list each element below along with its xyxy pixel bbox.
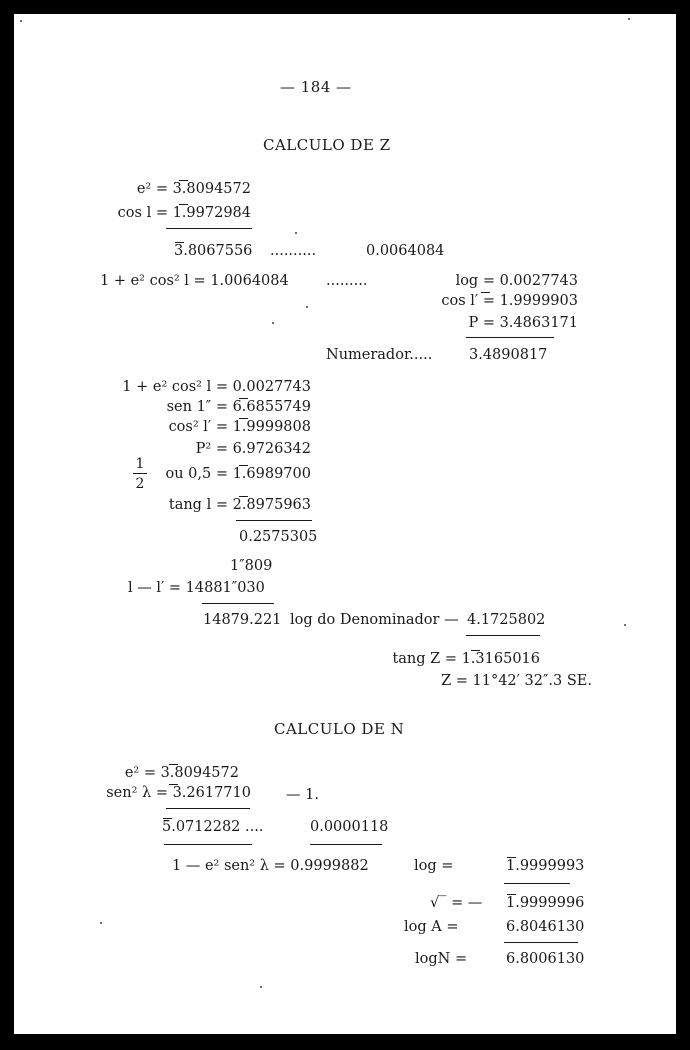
n-e2-line: e² = 3.8094572 — [124, 765, 239, 781]
n-minus1: — 1. — [286, 787, 319, 803]
overbar — [179, 204, 188, 205]
z-cos-lp-line: cos l′ = 1.9999903 — [441, 293, 578, 309]
speck — [100, 922, 102, 924]
z-anti1: 0.0064084 — [366, 243, 445, 259]
overbar — [507, 894, 516, 895]
overbar — [169, 764, 178, 765]
speck — [306, 306, 308, 308]
z-denom-value: 4.1725802 — [467, 612, 546, 628]
speck — [628, 18, 630, 20]
rule — [236, 520, 312, 521]
n-logN-label: logN = — [415, 951, 468, 967]
speck — [20, 20, 22, 22]
overbar — [481, 292, 490, 293]
document-page — [14, 14, 676, 1034]
z-tangZ: tang Z = 1.3165016 — [392, 651, 540, 667]
z-leader1: .......... — [270, 243, 317, 259]
fraction-denominator: 2 — [135, 476, 145, 492]
n-anti: 0.0000118 — [310, 819, 389, 835]
n-sen2-line: sen² λ = 3.2617710 — [106, 785, 251, 801]
z-d-sum: 0.2575305 — [239, 529, 318, 545]
n-logN-value: 6.8006130 — [506, 951, 585, 967]
overbar — [239, 496, 248, 497]
rule — [166, 228, 252, 229]
rule — [466, 635, 540, 636]
rule — [166, 808, 250, 809]
overbar — [163, 818, 172, 819]
heading-calculo-n: CALCULO DE N — [274, 720, 405, 738]
z-s1: 1″809 — [230, 558, 273, 574]
z-d6: tang l = 2.8975963 — [168, 497, 311, 513]
rule — [310, 844, 382, 845]
rule — [164, 844, 252, 845]
z-d5: ou 0,5 = 1.6989700 — [165, 466, 311, 482]
z-d4: P² = 6.9726342 — [195, 441, 311, 457]
heading-calculo-z: CALCULO DE Z — [263, 136, 391, 154]
overbar — [507, 857, 516, 858]
z-d2: sen 1″ = 6.6855749 — [166, 399, 311, 415]
z-log-line: log = 0.0027743 — [455, 273, 578, 289]
speck — [260, 986, 262, 988]
rule — [504, 942, 578, 943]
overbar — [169, 784, 178, 785]
rule — [202, 603, 274, 604]
z-sum1: 3.8067556 — [174, 243, 253, 259]
overbar — [175, 242, 184, 243]
z-leader2: ......... — [326, 273, 368, 289]
z-numerador-value: 3.4890817 — [469, 347, 548, 363]
z-P-line: P = 3.4863171 — [468, 315, 578, 331]
z-one-plus-line: 1 + e² cos² l = 1.0064084 — [100, 273, 289, 289]
n-sqrt-value: 1.9999996 — [506, 895, 585, 911]
z-d3: cos² l′ = 1.9999808 — [168, 419, 311, 435]
speck — [624, 624, 626, 626]
z-denom-label: log do Denominador — — [290, 612, 459, 628]
speck — [272, 322, 274, 324]
z-cos-l-line: cos l = 1.9972984 — [117, 205, 251, 221]
overbar — [239, 465, 248, 466]
overbar — [179, 180, 188, 181]
fraction-bar — [133, 473, 147, 474]
z-s3: 14879.221 — [203, 612, 282, 628]
page-number: — 184 — — [280, 78, 352, 96]
z-d1: 1 + e² cos² l = 0.0027743 — [122, 379, 311, 395]
rule — [466, 337, 554, 338]
overbar — [239, 418, 248, 419]
z-e2-line: e² = 3.8094572 — [136, 181, 251, 197]
n-log-label: log = — [414, 858, 454, 874]
z-numerador-label: Numerador..... — [326, 347, 433, 363]
n-log-value: 1.9999993 — [506, 858, 585, 874]
z-s2: l — l′ = 14881″030 — [128, 580, 265, 596]
dashed-rule — [504, 883, 570, 884]
overbar — [239, 398, 248, 399]
fraction-numerator: 1 — [135, 456, 145, 472]
n-logA-value: 6.8046130 — [506, 919, 585, 935]
speck — [295, 232, 297, 234]
overbar — [471, 650, 480, 651]
n-sum: 5.0712282 .... — [162, 819, 264, 835]
z-result: Z = 11°42′ 32″.3 SE. — [441, 673, 592, 689]
n-one-minus-line: 1 — e² sen² λ = 0.9999882 — [172, 858, 369, 874]
n-sqrt-label: √‾ = — — [430, 895, 483, 911]
n-logA-label: log A = — [404, 919, 459, 935]
